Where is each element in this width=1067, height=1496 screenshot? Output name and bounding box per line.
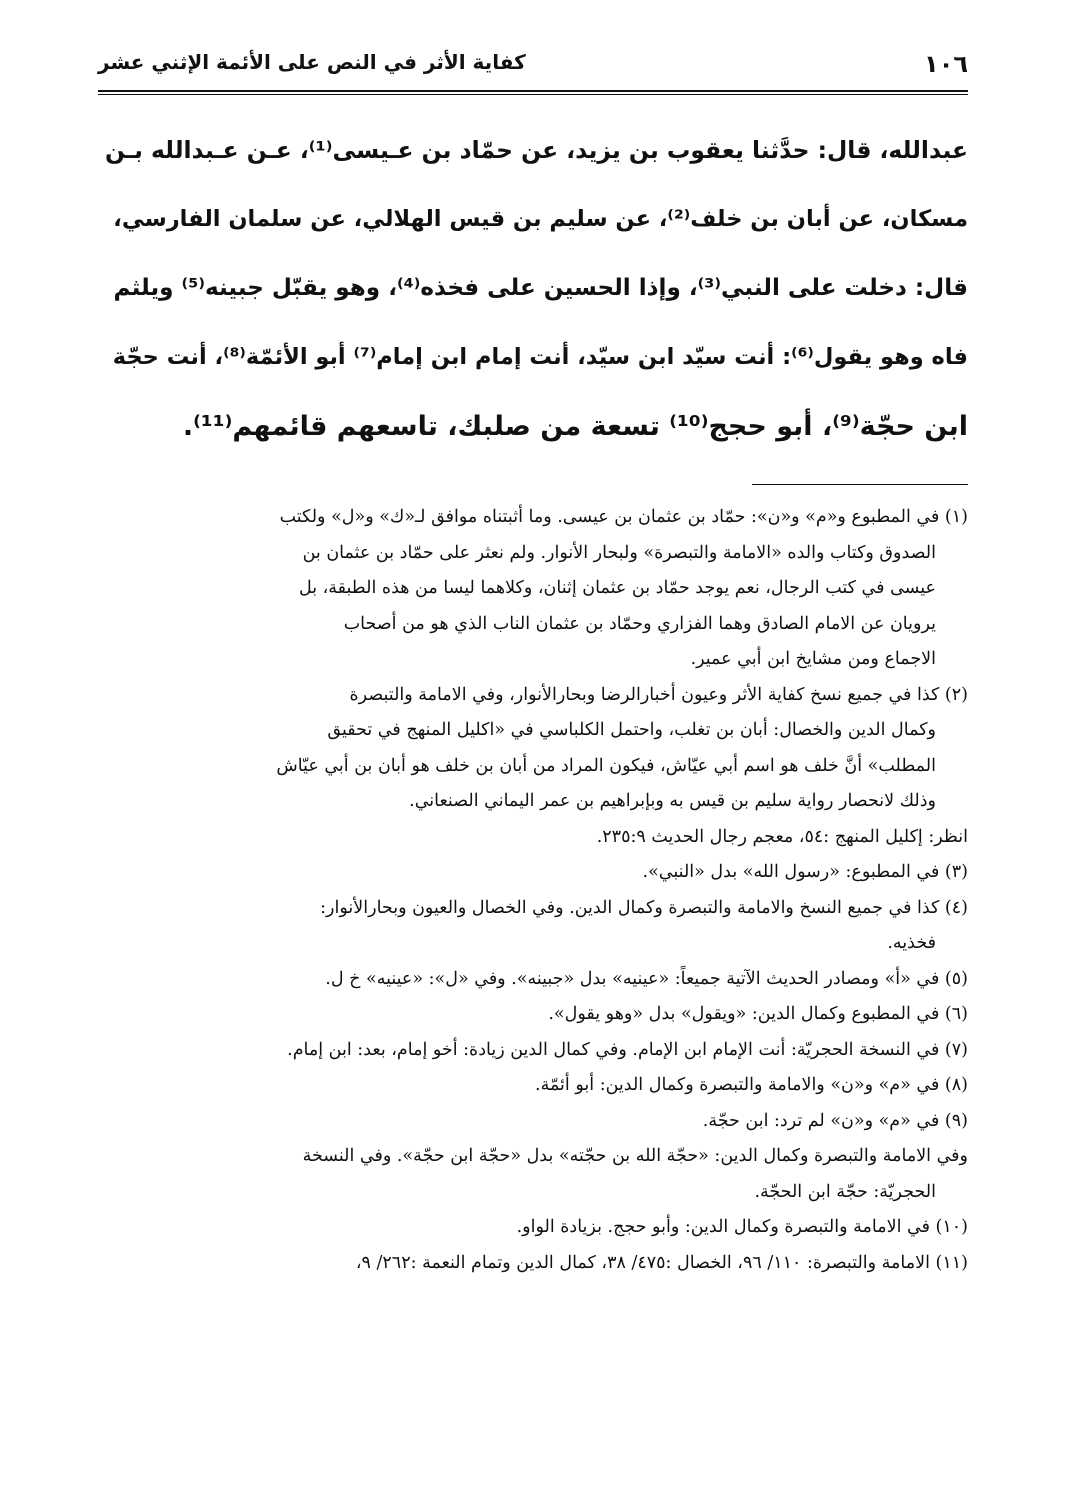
footnote-line: (١) في المطبوع و«م» و«ن»: حمّاد بن عثمان بن عيسى. وما أثبتناه موافق لـ«ك» و«ل» ولكتب [279, 507, 968, 527]
main-text-line: فاه وهو يقول⁽⁶⁾: أنت سيّد ابن سيّد، أنت إمام ابن إمام⁽⁷⁾ أبو الأئمّة⁽⁸⁾، أنت حجّة [112, 344, 968, 370]
footnote-line: وذلك لانحصار رواية سليم بن قيس به وبإبراهيم بن عمر اليماني الصنعاني. [409, 791, 936, 811]
footnote-separator [752, 484, 968, 485]
main-text-line: قال: دخلت على النبي⁽³⁾، وإذا الحسين على فخذه⁽⁴⁾، وهو يقبّل جبينه⁽⁵⁾ ويلثم [113, 275, 968, 301]
main-text-line: ابن حجّة⁽⁹⁾، أبو حجج⁽¹⁰⁾ تسعة من صلبك، تاسعهم قائمهم⁽¹¹⁾. [182, 411, 968, 442]
footnote-line: يرويان عن الامام الصادق وهما الفزاري وحمّاد بن عثمان الناب الذي هو من أصحاب [343, 613, 936, 634]
footnote-line: (٥) في «أ» ومصادر الحديث الآتية جميعاً: «عينيه» بدل «جبينه». وفي «ل»: «عينيه» خ ل. [325, 968, 968, 989]
footnote-line: عيسى في كتب الرجال، نعم يوجد حمّاد بن عثمان إثنان، وكلاهما ليسا من هذه الطبقة، بل [298, 578, 936, 598]
running-title: كفاية الأثر في النص على الأئمة الإثني عشر [98, 50, 526, 74]
footnote-line: المطلب» أنَّ خلف هو اسم أبي عيّاش، فيكون المراد من أبان بن خلف هو أبان بن أبي عيّاش [276, 755, 936, 776]
main-text [104, 116, 968, 461]
footnote-line: (٦) في المطبوع وكمال الدين: «ويقول» بدل «وهو يقول». [548, 1004, 968, 1024]
footnote-line: (٧) في النسخة الحجريّة: أنت الإمام ابن الإمام. وفي كمال الدين زيادة: أخو إمام، بعد: ابن إمام. [287, 1039, 968, 1060]
page-number: ١٠٦ [924, 50, 968, 78]
header-rule-thin [98, 94, 968, 95]
main-text-line: عبدالله، قال: حدَّثنا يعقوب بن يزيد، عن حمّاد بن عـيسى⁽¹⁾، عـن عـبدالله بـن [105, 136, 968, 164]
footnote-line: (٨) في «م» و«ن» والامامة والتبصرة وكمال الدين: أبو أئمّة. [535, 1075, 968, 1095]
footnote-line: وفي الامامة والتبصرة وكمال الدين: «حجّة الله بن حجّته» بدل «حجّة ابن حجّة». وفي النسخة [302, 1146, 968, 1166]
footnote-line: (١٠) في الامامة والتبصرة وكمال الدين: وأبو حجج. بزيادة الواو. [516, 1217, 968, 1237]
footnote-line: وكمال الدين والخصال: أبان بن تغلب، واحتمل الكلباسي في «اكليل المنهج في تحقيق [327, 720, 936, 740]
main-text-line: مسكان، عن أبان بن خلف⁽²⁾، عن سليم بن قيس الهلالي، عن سلمان الفارسي، [113, 206, 968, 232]
footnote-line: (١١) الامامة والتبصرة: ١١٠/ ٩٦، الخصال :٤٧٥/ ٣٨، كمال الدين وتمام النعمة :٢٦٢/ ٩، [355, 1252, 968, 1273]
footnotes [100, 500, 968, 1281]
footnote-line: (٢) كذا في جميع نسخ كفاية الأثر وعيون أخبارالرضا وبحارالأنوار، وفي الامامة والتبصرة [349, 684, 968, 705]
footnote-line: الحجريّة: حجّة ابن الحجّة. [754, 1181, 936, 1202]
footnote-line: (٤) كذا في جميع النسخ والامامة والتبصرة وكمال الدين. وفي الخصال والعيون وبحارالأنوار: [320, 897, 968, 918]
header-rule [98, 90, 968, 92]
footnote-line: انظر: إكليل المنهج :٥٤، معجم رجال الحديث ٢٣٥:٩. [596, 826, 968, 847]
footnote-line: (٣) في المطبوع: «رسول الله» بدل «النبي». [642, 862, 968, 882]
page-header [98, 40, 968, 90]
footnote-line: فخذيه. [887, 933, 936, 953]
footnote-line: الاجماع ومن مشايخ ابن أبي عمير. [690, 649, 936, 669]
footnote-line: (٩) في «م» و«ن» لم ترد: ابن حجّة. [702, 1110, 968, 1131]
footnote-line: الصدوق وكتاب والده «الامامة والتبصرة» ولبحار الأنوار. ولم نعثر على حمّاد بن عثمان بن [302, 542, 936, 563]
